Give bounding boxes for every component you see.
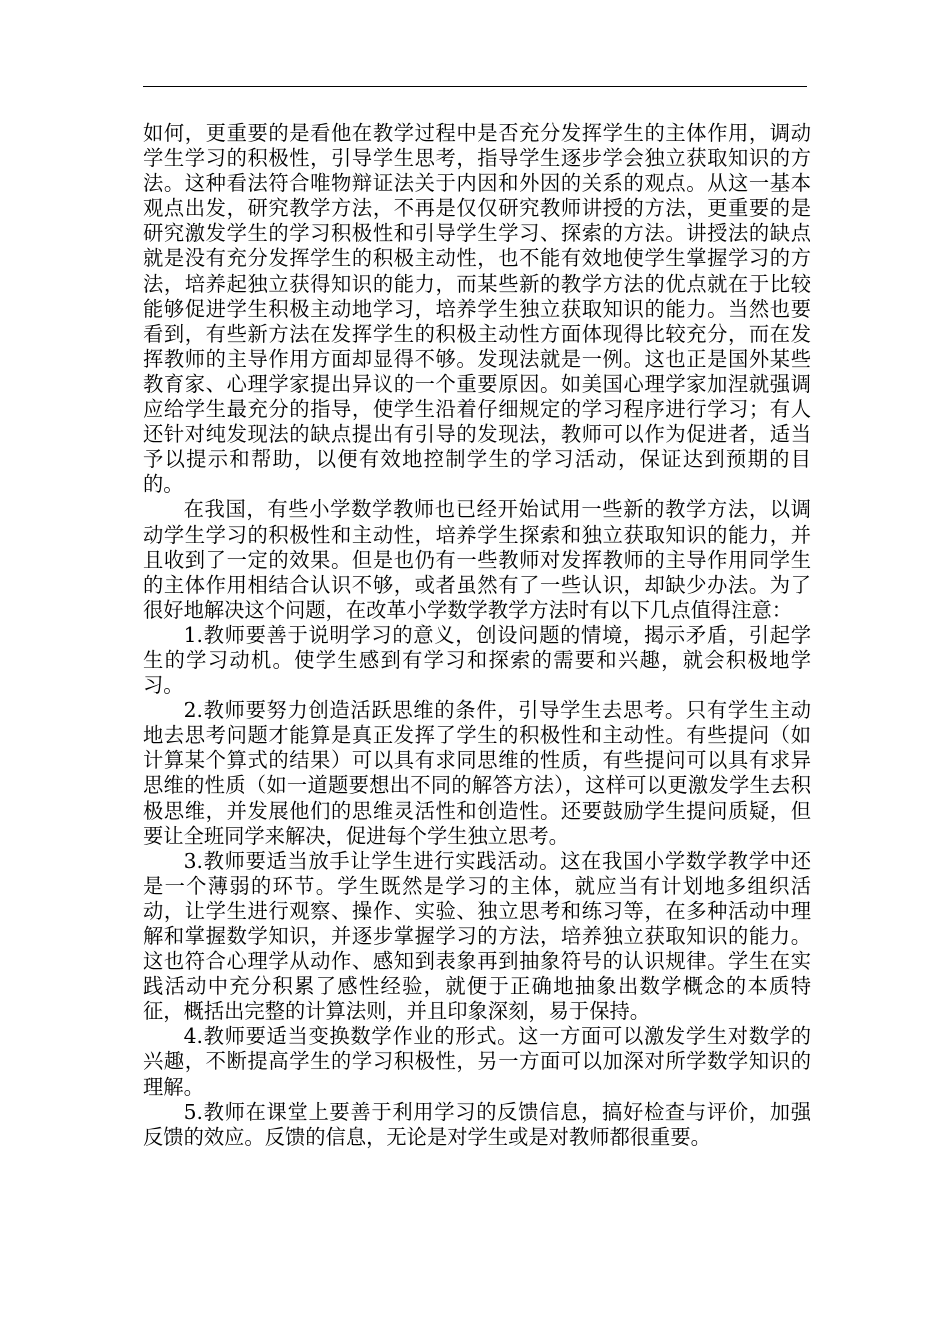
paragraph-1: 如何，更重要的是看他在教学过程中是否充分发挥学生的主体作用，调动学生学习的积极性，引导学生思考，指导学生逐步学会独立获取知识的方法。这种看法符合唯物辩证法关于内因和外因的关系的观点。从这一基本观点出发，研究教学方法，不再是仅仅研究教师讲授的方法，更重要的是研究激发学生的学习积极性和引导学生学习、探索的方法。讲授法的缺点就是没有充分发挥学生的积极主动性，也不能有效地使学生掌握学习的方法，培养起独立获得知识的能力，而某些新的教学方法的优点就在于比较能够促进学生积极主动地学习，培养学生独立获取知识的能力。当然也要看到，有些新方法在发挥学生的积极主动性方面体现得比较充分，而在发挥教师的主导作用方面却显得不够。发现法就是一例。这也正是国外某些教育家、心理学家提出异议的一个重要原因。如美国心理学家加涅就强调应给学生最充分的指导，使学生沿着仔细规定的学习程序进行学习；有人还针对纯发现法的缺点提出有引导的发现法，教师可以作为促进者，适当予以提示和帮助，以便有效地控制学生的学习活动，保证达到预期的目的。 [143,121,811,497]
paragraph-point-4: 4.教师要适当变换数学作业的形式。这一方面可以激发学生对数学的兴趣，不断提高学生的学习积极性，另一方面可以加深对所学数学知识的理解。 [143,1024,811,1099]
body-text [143,121,811,1150]
paragraph-point-2: 2.教师要努力创造活跃思维的条件，引导学生去思考。只有学生主动地去思考问题才能算是真正发挥了学生的积极性和主动性。有些提问（如计算某个算式的结果）可以具有求同思维的性质，有些提问可以具有求异思维的性质（如一道题要想出不同的解答方法），这样可以更激发学生去积极思维，并发展他们的思维灵活性和创造性。还要鼓励学生提问质疑，但要让全班同学来解决，促进每个学生独立思考。 [143,698,811,848]
paragraph-2: 在我国，有些小学数学教师也已经开始试用一些新的教学方法，以调动学生学习的积极性和主动性，培养学生探索和独立获取知识的能力，并且收到了一定的效果。但是也仍有一些教师对发挥教师的主导作用同学生的主体作用相结合认识不够，或者虽然有了一些认识，却缺少办法。为了很好地解决这个问题，在改革小学数学教学方法时有以下几点值得注意： [143,497,811,622]
paragraph-point-1: 1.教师要善于说明学习的意义，创设问题的情境，揭示矛盾，引起学生的学习动机。使学生感到有学习和探索的需要和兴趣，就会积极地学习。 [143,622,811,698]
header-rule [143,86,807,87]
paragraph-point-5: 5.教师在课堂上要善于利用学习的反馈信息，搞好检查与评价，加强反馈的效应。反馈的信息，无论是对学生或是对教师都很重要。 [143,1099,811,1149]
paragraph-point-3: 3.教师要适当放手让学生进行实践活动。这在我国小学数学教学中还是一个薄弱的环节。学生既然是学习的主体，就应当有计划地多组织活动，让学生进行观察、操作、实验、独立思考和练习等，在多种活动中理解和掌握数学知识，并逐步掌握学习的方法，培养独立获取知识的能力。这也符合心理学从动作、感知到表象再到抽象符号的认识规律。学生在实践活动中充分积累了感性经验，就便于正确地抽象出数学概念的本质特征，概括出完整的计算法则，并且印象深刻，易于保持。 [143,848,811,1024]
